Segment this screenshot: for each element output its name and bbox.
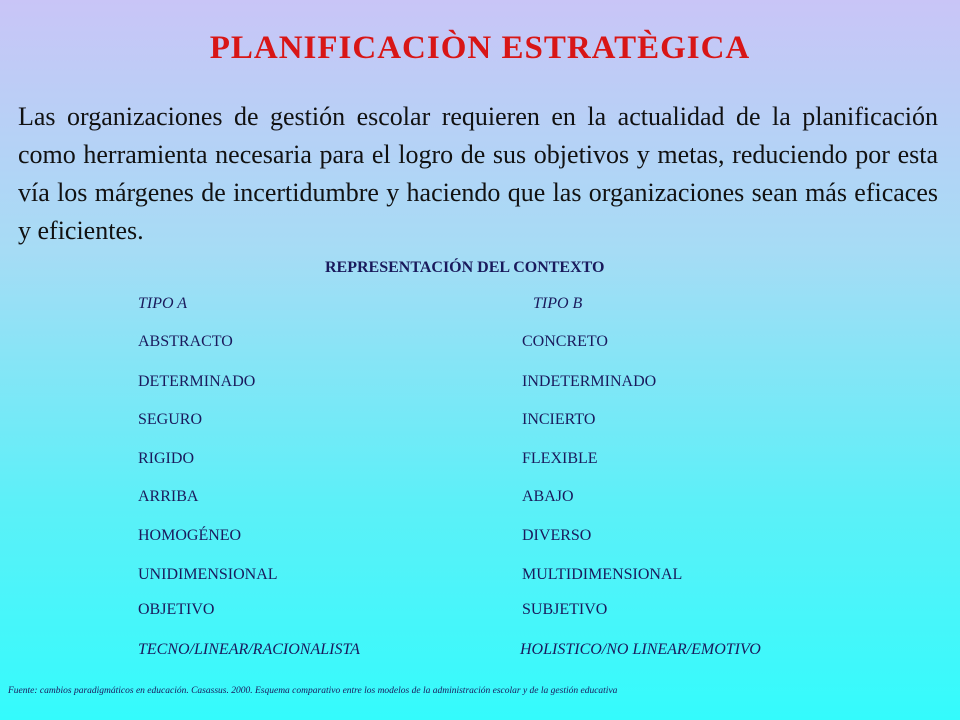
header-tipo-b: TIPO B — [533, 295, 583, 312]
row-cell-a: RIGIDO — [138, 450, 194, 467]
table-row — [0, 485, 960, 509]
table-row — [0, 447, 960, 471]
row-cell-a: ABSTRACTO — [138, 333, 233, 350]
row-cell-b: MULTIDIMENSIONAL — [522, 566, 683, 583]
row-cell-b: CONCRETO — [522, 333, 608, 350]
row-cell-a: UNIDIMENSIONAL — [138, 566, 278, 583]
row-cell-b: INCIERTO — [522, 411, 596, 428]
row-cell-a: HOMOGÉNEO — [138, 527, 242, 544]
row-cell-b: ABAJO — [522, 488, 574, 505]
table-row — [0, 330, 960, 354]
table-row — [0, 370, 960, 394]
footer-cell-b: HOLISTICO/NO LINEAR/EMOTIVO — [520, 641, 761, 658]
intro-paragraph: Las organizaciones de gestión escolar requieren en la actualidad de la planificación como herramienta necesaria para el logro de sus objetivos y metas, reduciendo por esta vía los márgenes de incertidumbre y haciendo que las organizaciones sean más eficaces y eficientes. — [18, 102, 938, 245]
row-cell-a: ARRIBA — [138, 488, 199, 505]
table-row — [0, 598, 960, 622]
row-cell-b: INDETERMINADO — [522, 373, 657, 390]
row-cell-b: DIVERSO — [522, 527, 592, 544]
page-title: PLANIFICACIÒN ESTRATÈGICA — [209, 30, 751, 66]
footer-cell-a: TECNO/LINEAR/RACIONALISTA — [138, 641, 360, 658]
row-cell-a: DETERMINADO — [138, 373, 256, 390]
table-header-row — [0, 292, 960, 316]
table-row — [0, 563, 960, 587]
table-title: REPRESENTACIÓN DEL CONTEXTO — [325, 259, 605, 276]
row-cell-b: FLEXIBLE — [522, 450, 598, 467]
header-tipo-a: TIPO A — [138, 295, 188, 312]
table-row — [0, 524, 960, 548]
row-cell-a: SEGURO — [138, 411, 203, 428]
source-note: Fuente: cambios paradigmáticos en educación. Casassus. 2000. Esquema comparativo entre los modelos de la administración escolar y de la gestión educativa — [8, 686, 618, 696]
table-footer-row — [0, 638, 960, 662]
row-cell-b: SUBJETIVO — [522, 601, 608, 618]
table-row — [0, 408, 960, 432]
row-cell-a: OBJETIVO — [138, 601, 215, 618]
